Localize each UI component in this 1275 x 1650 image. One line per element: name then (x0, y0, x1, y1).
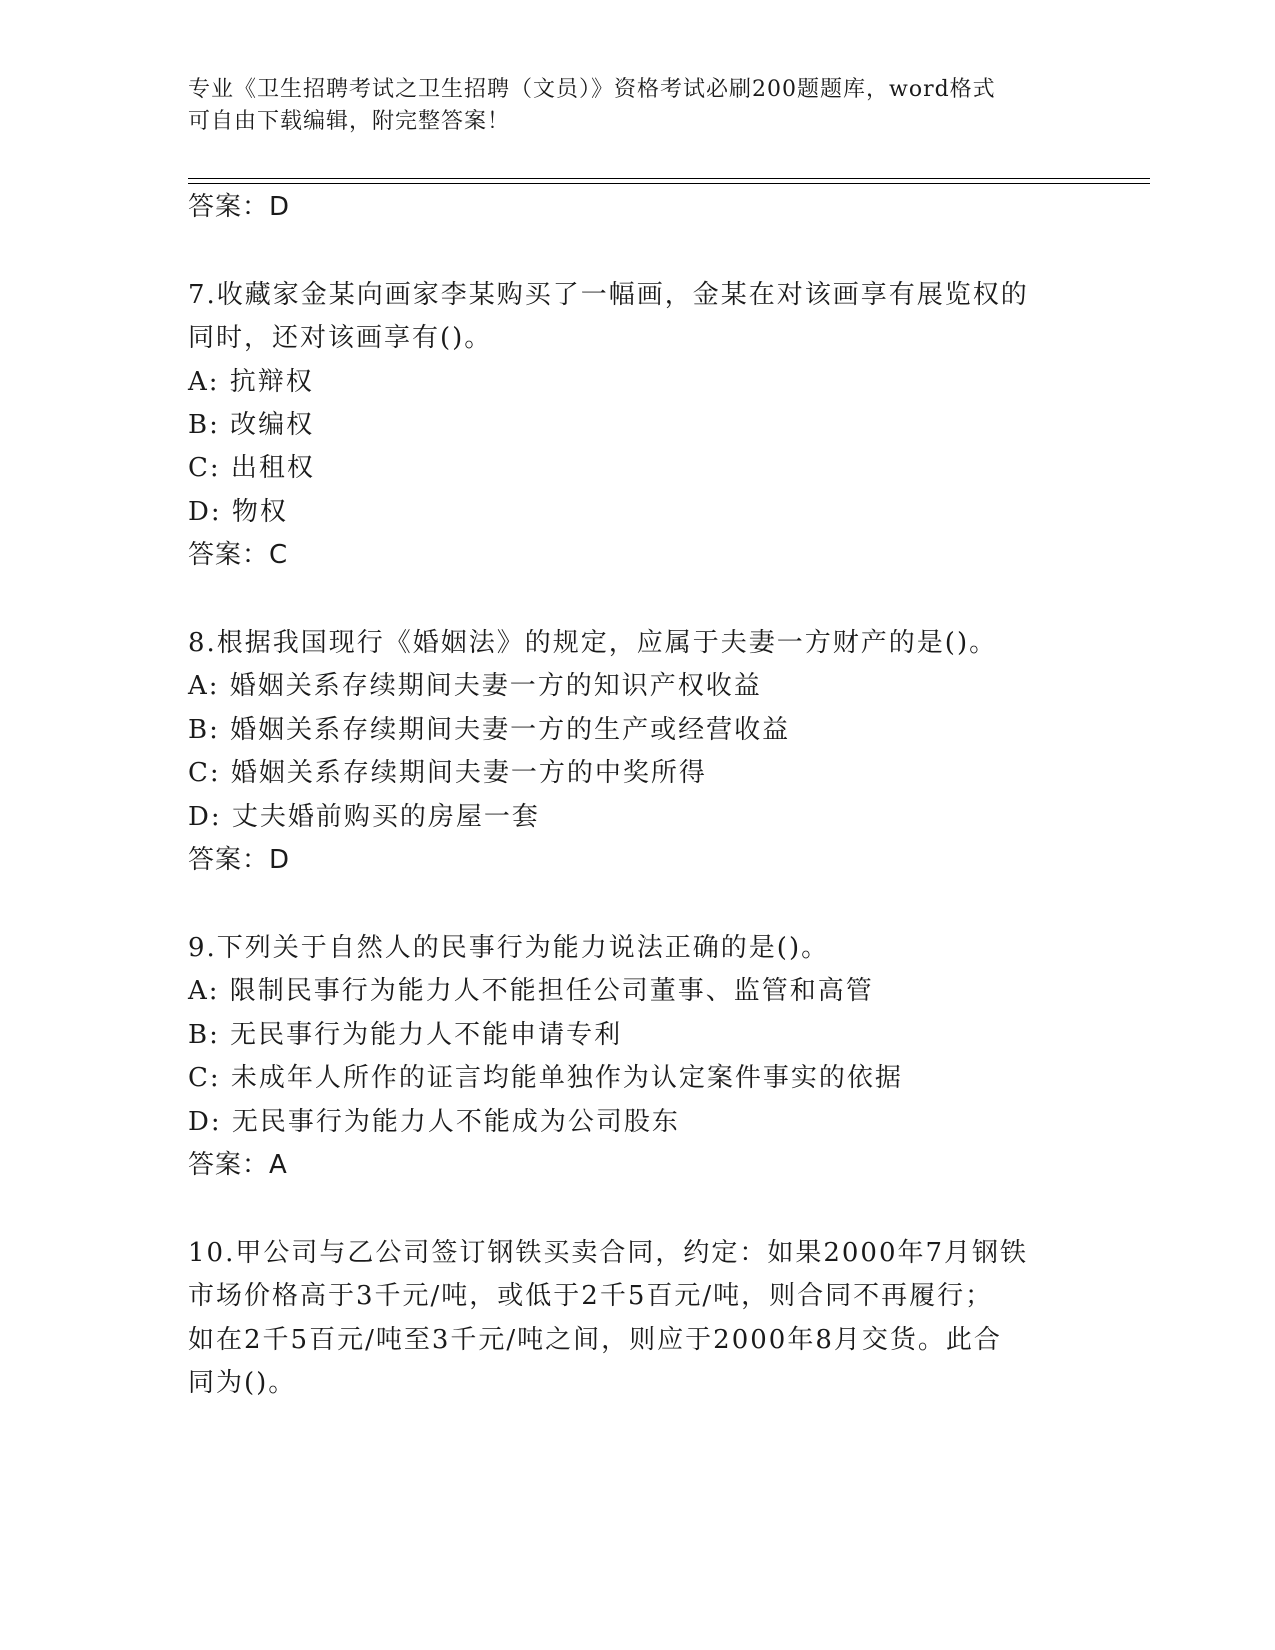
option-c: C: 未成年人所作的证言均能单独作为认定案件事实的依据 (188, 1063, 903, 1093)
question-stem: 7.收藏家金某向画家李某购买了一幅画，金某在对该画享有展览权的 (188, 280, 1029, 310)
header-rule-bottom (188, 183, 1150, 184)
question-stem: 9.下列关于自然人的民事行为能力说法正确的是()。 (188, 933, 830, 963)
question-stem: 如在2千5百元/吨至3千元/吨之间，则应于2000年8月交货。此合 (188, 1325, 1002, 1355)
question-stem: 同为()。 (188, 1368, 297, 1398)
answer-line: 答案：D (188, 845, 291, 875)
header-rule-top (188, 178, 1150, 179)
option-a: A: 抗辩权 (188, 367, 314, 397)
answer-line: 答案：D (188, 192, 291, 222)
option-a: A: 限制民事行为能力人不能担任公司董事、监管和高管 (188, 976, 874, 1006)
question-stem: 8.根据我国现行《婚姻法》的规定，应属于夫妻一方财产的是()。 (188, 628, 998, 658)
option-b: B: 改编权 (188, 410, 315, 440)
answer-line: 答案：C (188, 540, 289, 570)
option-b: B: 婚姻关系存续期间夫妻一方的生产或经营收益 (188, 715, 791, 745)
option-c: C: 婚姻关系存续期间夫妻一方的中奖所得 (188, 758, 707, 788)
question-stem: 同时，还对该画享有()。 (188, 323, 493, 353)
document-header (188, 74, 1068, 138)
option-a: A: 婚姻关系存续期间夫妻一方的知识产权收益 (188, 671, 762, 701)
header-line-1: 专业《卫生招聘考试之卫生招聘（文员）》资格考试必刷200题题库，word格式 (188, 77, 996, 102)
option-d: D: 丈夫婚前购买的房屋一套 (188, 802, 540, 832)
option-b: B: 无民事行为能力人不能申请专利 (188, 1020, 623, 1050)
answer-line: 答案：A (188, 1150, 288, 1180)
header-line-2: 可自由下载编辑，附完整答案！ (188, 109, 511, 134)
option-c: C: 出租权 (188, 453, 315, 483)
question-stem: 10.甲公司与乙公司签订钢铁买卖合同，约定：如果2000年7月钢铁 (188, 1238, 1029, 1268)
option-d: D: 物权 (188, 497, 288, 527)
question-stem: 市场价格高于3千元/吨，或低于2千5百元/吨，则合同不再履行； (188, 1281, 994, 1311)
option-d: D: 无民事行为能力人不能成为公司股东 (188, 1107, 680, 1137)
